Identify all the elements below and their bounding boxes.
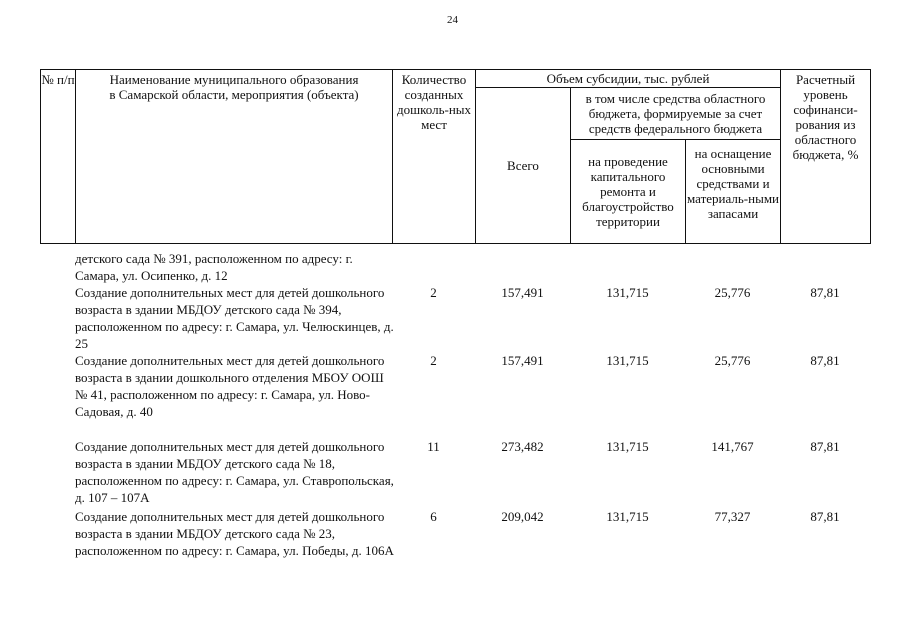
row-total: 273,482: [501, 439, 544, 454]
row-total: 209,042: [501, 509, 544, 524]
row-capital: 131,715: [606, 509, 649, 524]
row-total: 157,491: [501, 285, 544, 300]
page-number: 24: [447, 14, 458, 26]
row-equipment: 25,776: [714, 285, 751, 300]
header-col-equipment: на оснащение основными средствами и материаль-ными запасами: [686, 140, 781, 244]
row-name: Создание дополнительных мест для детей дошкольного возраста в здании МБДОУ детского сада № 394, расположенном по адресу: г. Самара, ул. Челюскинцев, д. 25: [75, 285, 394, 351]
table-header: [40, 69, 871, 244]
header-col-volume: Объем субсидии, тыс. рублей: [476, 70, 781, 88]
header-col-total: Всего: [476, 88, 571, 244]
row-rate: 87,81: [810, 439, 840, 454]
header-col-name: Наименование муниципального образования в Самарской области, мероприятия (объекта): [76, 70, 393, 244]
row-name: детского сада № 391, расположенном по адресу: г. Самара, ул. Осипенко, д. 12: [75, 251, 353, 283]
header-col-count: Количество созданных дошколь-ных мест: [393, 70, 476, 244]
row-name: Создание дополнительных мест для детей дошкольного возраста в здании МБДОУ детского сада № 18, расположенном по адресу: г. Самара, ул. Ставропольская, д. 107 – 107А: [75, 439, 394, 505]
row-count: 2: [430, 285, 437, 300]
row-capital: 131,715: [606, 439, 649, 454]
row-equipment: 141,767: [711, 439, 754, 454]
row-count: 6: [430, 509, 437, 524]
row-count: 2: [430, 353, 437, 368]
header-col-number: № п/п: [41, 70, 76, 244]
header-col-capital: на проведение капитального ремонта и благоустройство территории: [571, 140, 686, 244]
row-equipment: 25,776: [714, 353, 751, 368]
row-rate: 87,81: [810, 509, 840, 524]
row-capital: 131,715: [606, 285, 649, 300]
row-equipment: 77,327: [714, 509, 751, 524]
header-col-included: в том числе средства областного бюджета, формируемые за счет средств федерального бюджета: [571, 88, 781, 140]
row-name: Создание дополнительных мест для детей дошкольного возраста в здании дошкольного отделения МБОУ ООШ № 41, расположенном по адресу: г. Самара, ул. Ново-Садовая, д. 40: [75, 353, 385, 419]
row-name: Создание дополнительных мест для детей дошкольного возраста в здании МБДОУ детского сада № 23, расположенном по адресу: г. Самара, ул. Победы, д. 106А: [75, 509, 394, 558]
row-rate: 87,81: [810, 353, 840, 368]
header-col-rate: Расчетный уровень софинанси-рования из областного бюджета, %: [781, 70, 871, 244]
row-count: 11: [427, 439, 440, 454]
row-total: 157,491: [501, 353, 544, 368]
row-rate: 87,81: [810, 285, 840, 300]
row-capital: 131,715: [606, 353, 649, 368]
